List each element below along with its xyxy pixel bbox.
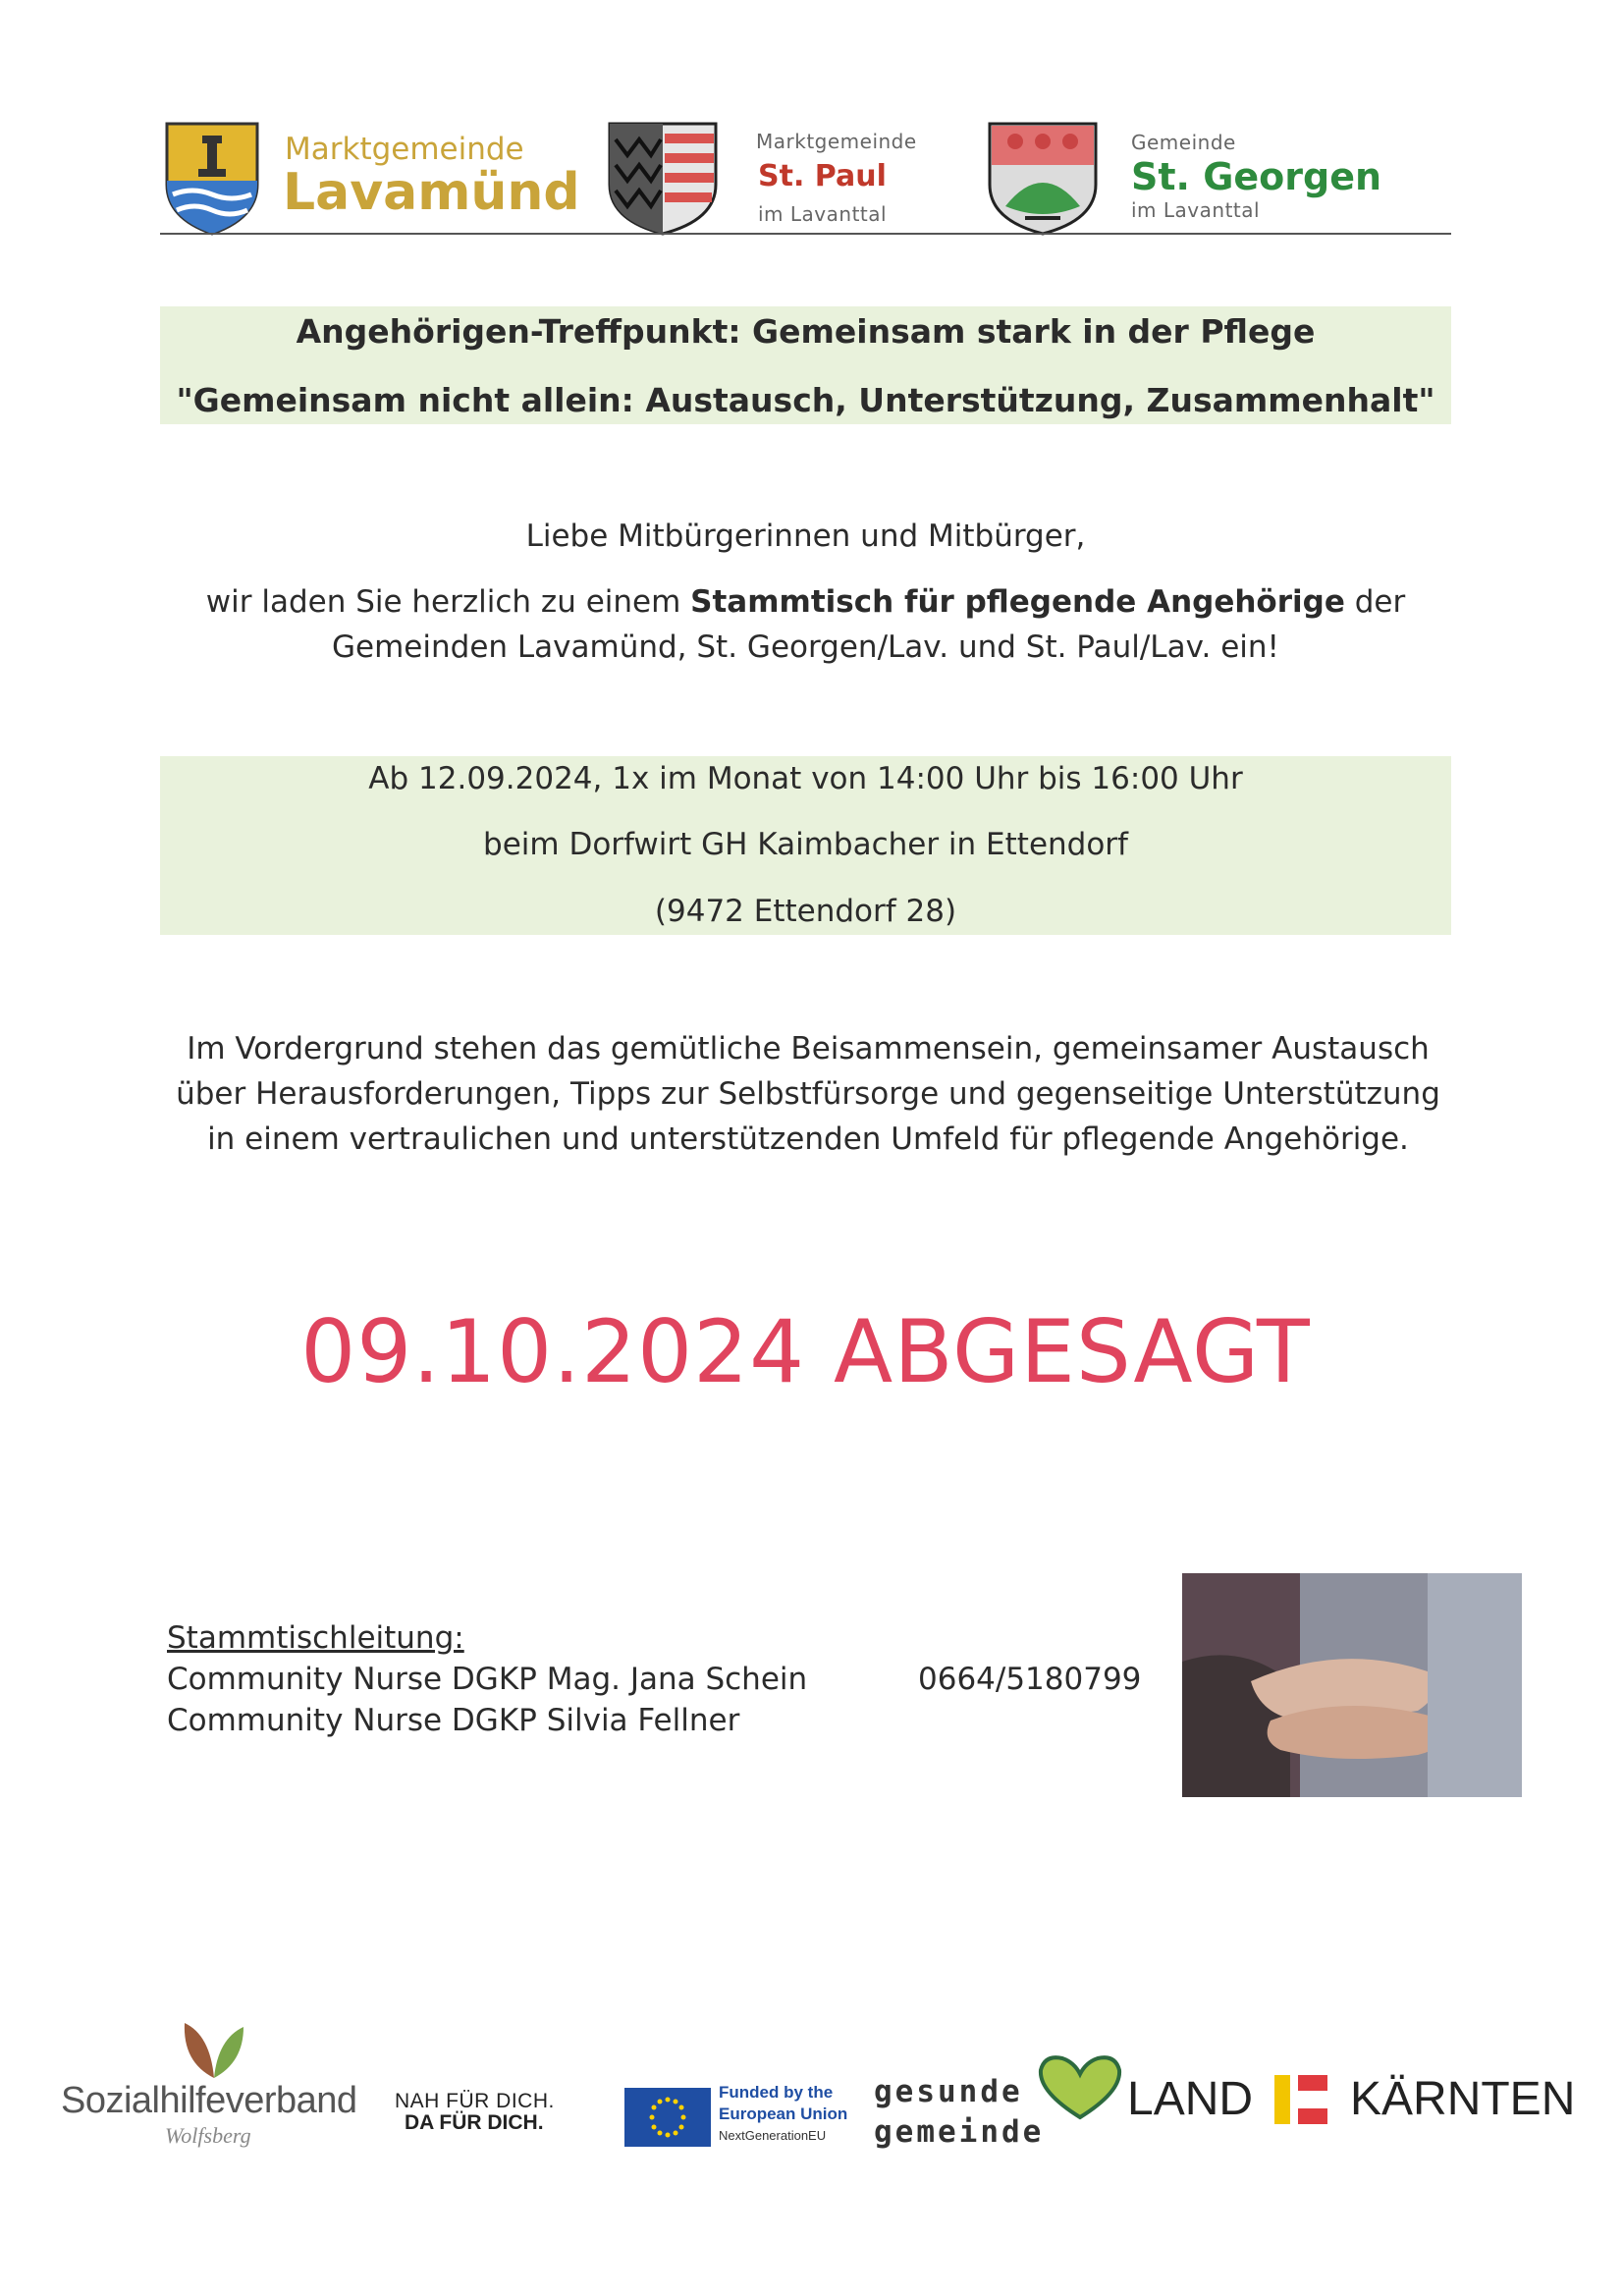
cancellation-notice: 09.10.2024 ABGESAGT <box>300 1301 1311 1402</box>
sozialhilfeverband-name: Sozialhilfeverband <box>61 2080 357 2121</box>
description-text: Im Vordergrund stehen das gemütliche Beisammensein, gemeinsamer Austausch über Herausforderungen, Tipps zur Selbstfürsorge und gegenseitige Unterstützung in einem vertraulichen und unterstützenden Umfeld für pflegende Angehörige. <box>176 1031 1440 1157</box>
invite-bold: Stammtisch für pflegende Angehörige <box>690 584 1345 620</box>
nah-fuer-dich-line-2: DA FÜR DICH. <box>405 2111 544 2134</box>
invite-paragraph <box>160 579 1451 670</box>
stpaul-name: St. Paul <box>758 159 887 193</box>
lavamuend-label-top: Marktgemeinde <box>285 132 524 167</box>
leadership-person-1: Community Nurse DGKP Mag. Jana Schein <box>167 1662 808 1697</box>
header-divider <box>160 233 1451 235</box>
details-when: Ab 12.09.2024, 1x im Monat von 14:00 Uhr bis 16:00 Uhr <box>368 761 1243 796</box>
sozialhilfeverband-sub: Wolfsberg <box>165 2123 251 2148</box>
lavamuend-name: Lavamünd <box>283 163 580 222</box>
description <box>160 1026 1451 1162</box>
leadership-phone: 0664/5180799 <box>918 1662 1142 1697</box>
details-address: (9472 Ettendorf 28) <box>654 894 957 929</box>
stgeorgen-crest-icon <box>986 120 1100 236</box>
eu-flag-icon <box>624 2088 711 2147</box>
invite-after: der Gemeinden Lavamünd, St. Georgen/Lav. und St. Paul/Lav. ein! <box>332 584 1406 665</box>
eu-funded-line-1: Funded by the <box>719 2083 834 2102</box>
stpaul-sub: im Lavanttal <box>758 202 888 226</box>
leadership-title: Stammtischleitung: <box>167 1620 464 1656</box>
gesunde-gemeinde-line-2: gemeinde <box>874 2114 1045 2150</box>
greeting: Liebe Mitbürgerinnen und Mitbürger, <box>525 519 1086 554</box>
lavamuend-crest-icon <box>163 120 261 236</box>
eu-funded-line-2: European Union <box>719 2105 848 2123</box>
details-where: beim Dorfwirt GH Kaimbacher in Ettendorf <box>483 827 1128 862</box>
title-line-1: Angehörigen-Treffpunkt: Gemeinsam stark in der Pflege <box>296 312 1316 351</box>
stgeorgen-label-top: Gemeinde <box>1131 131 1236 154</box>
stpaul-label-top: Marktgemeinde <box>756 130 917 153</box>
gesunde-gemeinde-line-1: gesunde <box>874 2074 1023 2109</box>
leadership-person-2: Community Nurse DGKP Silvia Fellner <box>167 1703 740 1738</box>
sozialhilfeverband-leaf-icon <box>175 2013 253 2082</box>
invite-before: wir laden Sie herzlich zu einem <box>205 584 691 620</box>
title-line-2: "Gemeinsam nicht allein: Austausch, Unterstützung, Zusammenhalt" <box>176 381 1435 419</box>
nah-fuer-dich-line-1: NAH FÜR DICH. <box>395 2090 555 2112</box>
hands-photo <box>1182 1573 1522 1797</box>
land-kaernten-kaernten: KÄRNTEN <box>1350 2073 1576 2125</box>
stgeorgen-sub: im Lavanttal <box>1131 198 1261 222</box>
stpaul-crest-icon <box>606 120 720 236</box>
eu-funded-line-3: NextGenerationEU <box>719 2128 827 2143</box>
stgeorgen-name: St. Georgen <box>1131 155 1382 198</box>
land-kaernten-land: LAND <box>1127 2073 1254 2125</box>
heart-icon <box>1033 2052 1127 2121</box>
kaernten-flag-icon <box>1274 2075 1327 2124</box>
